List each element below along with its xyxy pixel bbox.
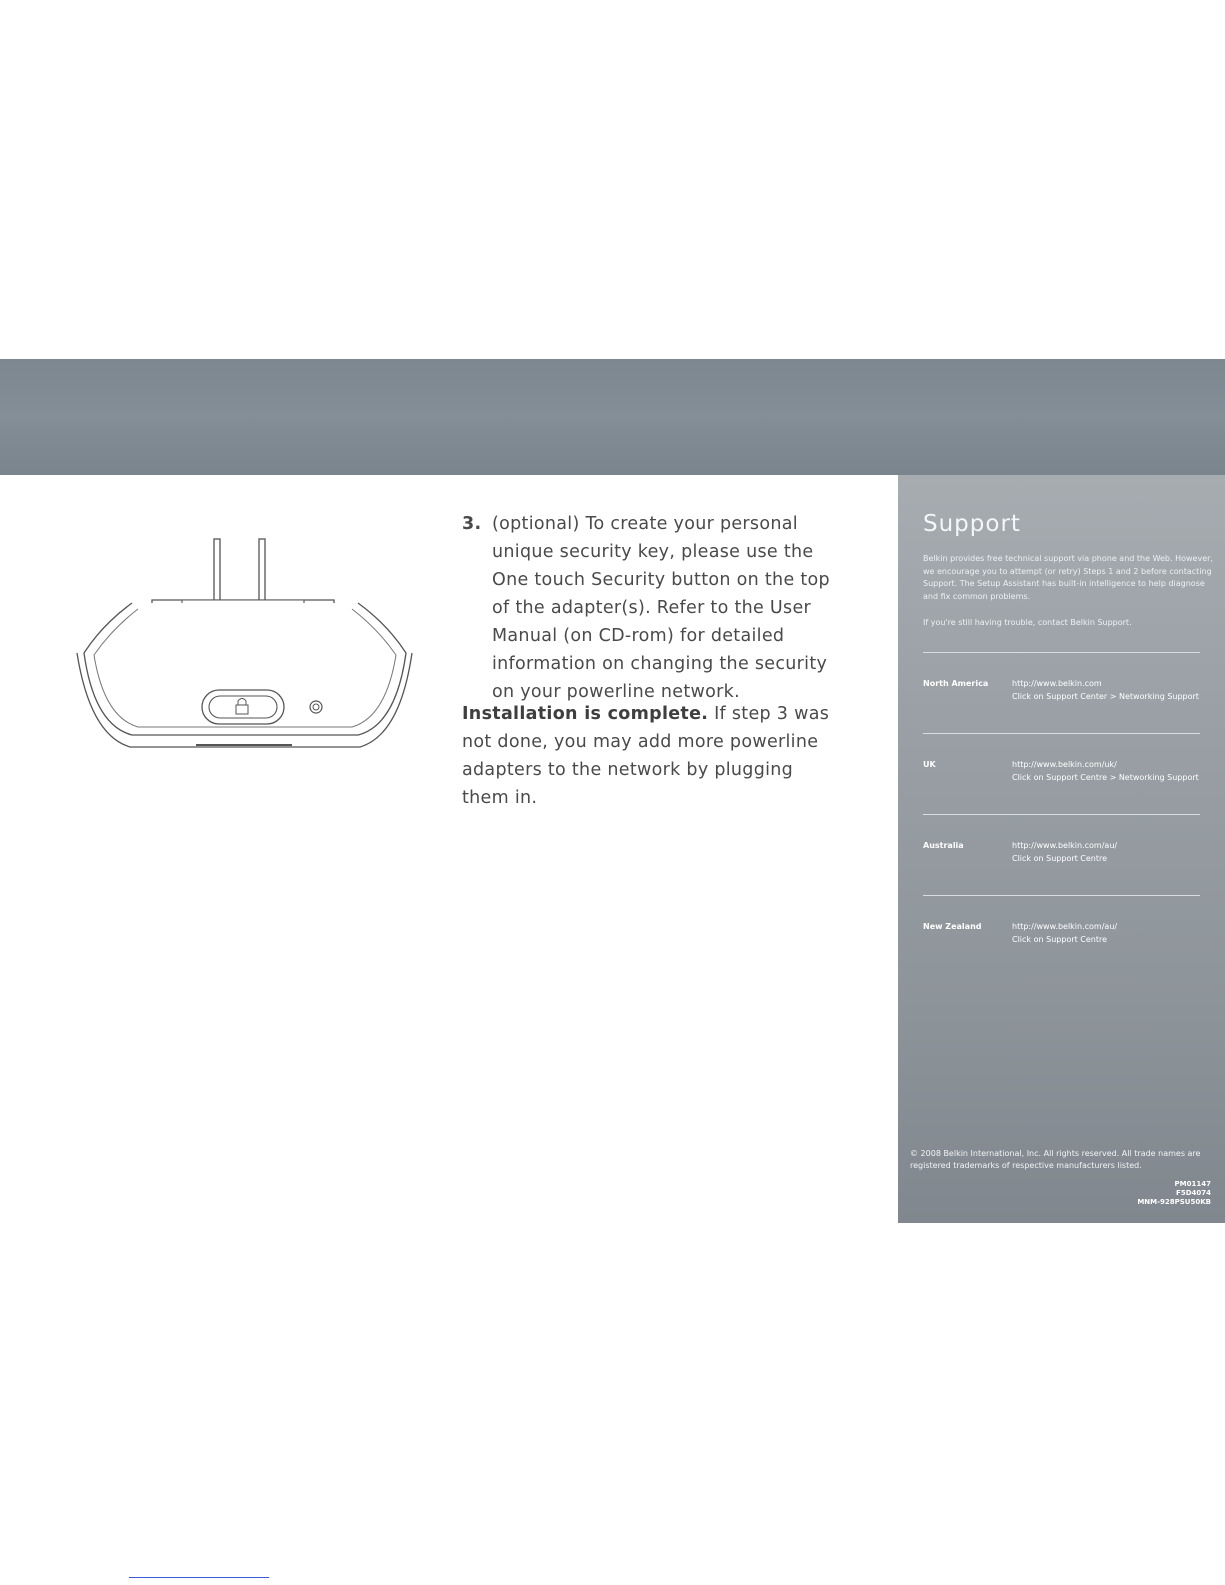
step-3-text: (optional) To create your personal unique security key, please use the One touch Security button on the top of the adapter(s). Refer to the User Manual (on CD-rom) for detailed information on changing the security on your powerline network.	[492, 514, 830, 702]
region-url-link[interactable]: http://www.belkin.com/au/	[1012, 841, 1118, 850]
installation-complete-heading: Installation is complete.	[462, 704, 709, 724]
installation-complete-text: If step 3 was not done, you may add more powerline adapters to the network by plugging them in.	[462, 704, 830, 808]
region-name: New Zealand	[923, 922, 982, 931]
support-intro: Belkin provides free technical support via phone and the Web. However, we encourage you to attempt (or retry) Steps 1 and 2 before contacting Support. The Setup Assistant has built-in intelligence to help diagnose and fix common problems.	[923, 554, 1213, 601]
bottom-rule	[129, 1577, 269, 1578]
product-code: MNM-928PSU50KB	[1137, 1198, 1211, 1206]
region-path: Click on Support Centre	[1012, 934, 1108, 944]
product-code: F5D4074	[1176, 1189, 1211, 1197]
support-title: Support	[923, 511, 1021, 537]
divider	[923, 814, 1200, 815]
prong-left	[214, 539, 220, 601]
installation-complete-paragraph	[462, 700, 842, 812]
region-url-link[interactable]: http://www.belkin.com	[1012, 679, 1102, 688]
region-path: Click on Support Center > Networking Support	[1012, 691, 1199, 701]
region-url-link[interactable]: http://www.belkin.com/au/	[1012, 922, 1118, 931]
region-name: North America	[923, 679, 989, 688]
product-code: PM01147	[1174, 1180, 1211, 1188]
divider	[923, 733, 1200, 734]
copyright-notice: © 2008 Belkin International, Inc. All rights reserved. All trade names are registered trademarks of respective manufacturers listed.	[910, 1149, 1201, 1170]
product-codes	[1137, 1180, 1211, 1207]
header-banner	[0, 359, 1225, 475]
region-path: Click on Support Centre > Networking Support	[1012, 772, 1199, 782]
divider	[923, 652, 1200, 653]
region-name: UK	[923, 760, 936, 769]
powerline-adapter-illustration	[72, 535, 417, 765]
step-number: 3.	[462, 514, 482, 534]
divider	[923, 895, 1200, 896]
prong-right	[259, 539, 265, 601]
region-url-link[interactable]: http://www.belkin.com/uk/	[1012, 760, 1117, 769]
region-name: Australia	[923, 841, 964, 850]
support-panel	[898, 475, 1225, 1223]
support-contact-note: If you're still having trouble, contact Belkin Support.	[923, 618, 1132, 627]
step-3	[462, 510, 842, 706]
region-path: Click on Support Centre	[1012, 853, 1108, 863]
